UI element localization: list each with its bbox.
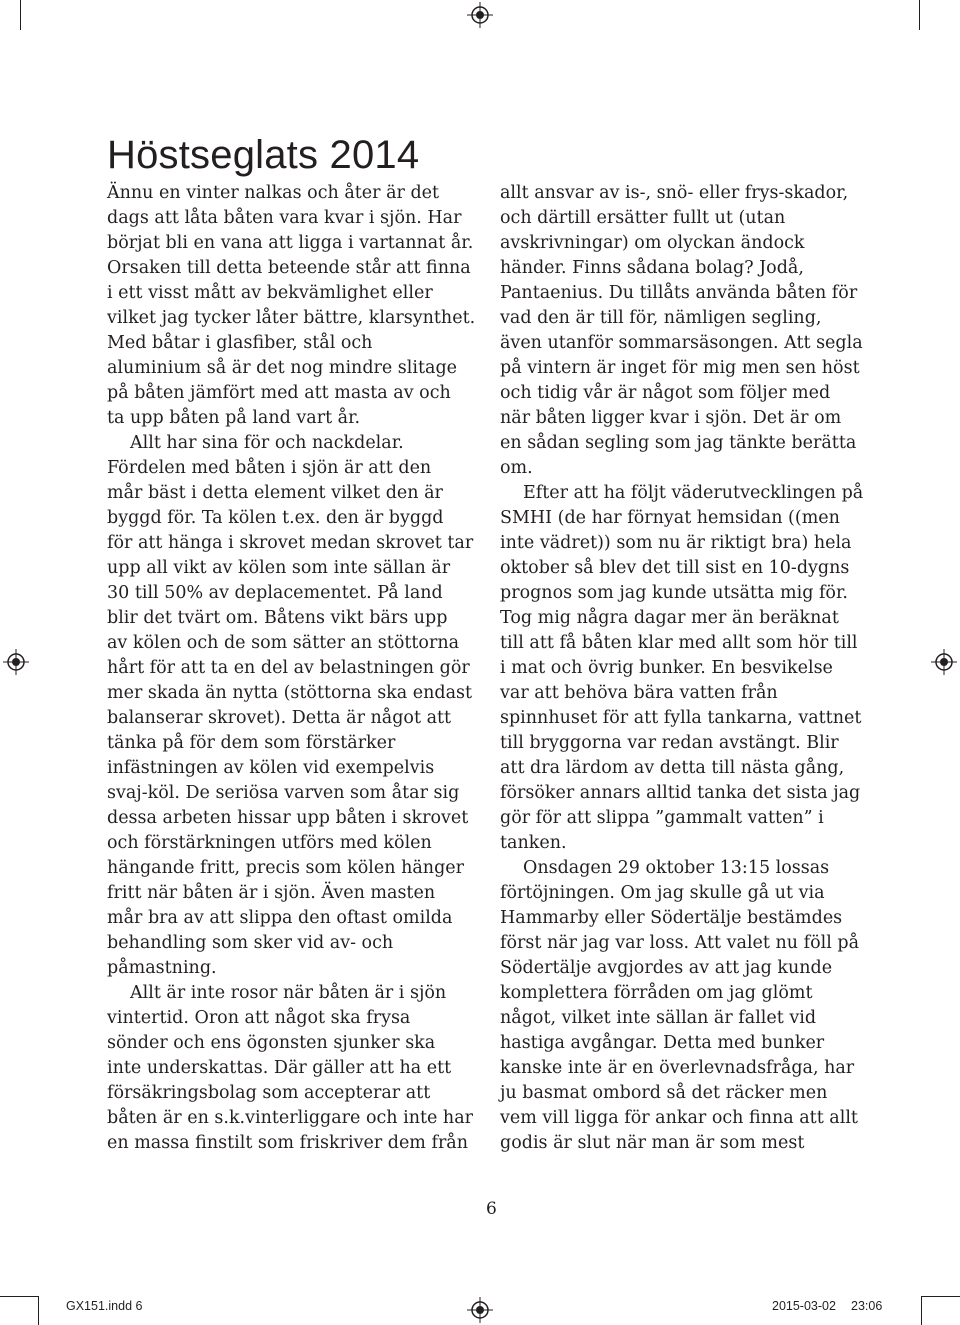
text-line: godis är slut när man är som mest bbox=[500, 1133, 805, 1153]
text-line: Allt är inte rosor när båten är i sjön bbox=[130, 983, 447, 1003]
slug-time: 23:06 bbox=[851, 1299, 883, 1313]
text-line: kanske inte är en överlevnadsfråga, har bbox=[500, 1058, 855, 1078]
text-line: Fördelen med båten i sjön är att den bbox=[107, 458, 432, 478]
text-line: balanserar skrovet). Detta är något att bbox=[107, 708, 452, 728]
text-line: var att behöva bära vatten från bbox=[500, 683, 778, 703]
text-line: hastiga avgångar. Detta med bunker bbox=[500, 1033, 825, 1053]
text-line: SMHI (de har förnyat hemsidan ((men bbox=[500, 508, 840, 528]
crop-mark-bottom-left-v bbox=[38, 1296, 39, 1325]
text-line: för att hänga i skrovet medan skrovet tar bbox=[107, 533, 474, 553]
text-line: spinnhuset för att fylla tankarna, vattnet bbox=[500, 708, 862, 728]
text-line: sönder och ens ögonsten sjunker ska bbox=[107, 1033, 436, 1053]
text-line: till att få båten klar med allt som hör till bbox=[500, 633, 858, 653]
text-line: påmastning. bbox=[107, 958, 217, 978]
text-line: Södertälje avgjordes av att jag kunde bbox=[500, 958, 833, 978]
text-line: till bryggorna var redan avstängt. Blir bbox=[500, 733, 839, 753]
text-line: Tog mig några dagar mer än beräknat bbox=[500, 608, 839, 628]
text-line: att dra lärdom av detta till nästa gång, bbox=[500, 758, 845, 778]
text-line: Onsdagen 29 oktober 13:15 lossas bbox=[523, 858, 830, 878]
text-line: förtöjningen. Om jag skulle gå ut via bbox=[500, 883, 825, 903]
text-line: tänka på för dem som förstärker bbox=[107, 733, 396, 753]
crop-mark-top-left bbox=[20, 0, 21, 30]
text-line: 30 till 50% av deplacementet. På land bbox=[107, 583, 443, 603]
registration-mark-bottom-icon bbox=[467, 1297, 493, 1323]
text-line: dessa arbeten hissar upp båten i skrovet bbox=[107, 808, 469, 828]
text-line: försäkringsbolag som accepterar att bbox=[107, 1083, 431, 1103]
slug-date: 2015-03-02 bbox=[772, 1299, 836, 1313]
text-line: vad den är till för, nämligen segling, bbox=[500, 308, 822, 328]
text-line: mer skada än nytta (stöttorna ska endast bbox=[107, 683, 473, 703]
text-line: på vintern är inget för mig men sen höst bbox=[500, 358, 860, 378]
text-line: en massa finstilt som friskriver dem från bbox=[107, 1133, 469, 1153]
crop-mark-bottom-right-h bbox=[922, 1296, 960, 1297]
text-line: först när jag var loss. Att valet nu föll på bbox=[500, 933, 860, 953]
text-line: av kölen och de som sätter an stöttorna bbox=[107, 633, 460, 653]
text-line: vintertid. Oron att något ska frysa bbox=[107, 1008, 411, 1028]
text-line: en sådan segling som jag tänkte berätta bbox=[500, 433, 857, 453]
crop-mark-bottom-right-v bbox=[921, 1296, 922, 1325]
text-line: behandling som sker vid av- och bbox=[107, 933, 394, 953]
text-line: Allt har sina för och nackdelar. bbox=[130, 433, 404, 453]
text-line: ta upp båten på land vart år. bbox=[107, 408, 361, 428]
text-line: inte vädret)) som nu är riktigt bra) hela bbox=[500, 533, 852, 553]
slug-filename: GX151.indd 6 bbox=[66, 1299, 143, 1313]
text-line: om. bbox=[500, 458, 533, 478]
text-column-left bbox=[107, 181, 475, 1156]
text-line: prognos som jag kunde utsätta mig för. bbox=[500, 583, 848, 603]
text-line: och därtill ersätter fullt ut (utan bbox=[500, 208, 786, 228]
text-line: Hammarby eller Södertälje bestämdes bbox=[500, 908, 843, 928]
text-line: mår bra av att slippa den oftast omilda bbox=[107, 908, 453, 928]
text-line: i ett visst mått av bekvämlighet eller bbox=[107, 283, 433, 303]
text-line: fritt när båten är i sjön. Även masten bbox=[107, 883, 436, 903]
text-line: byggd för. Ta kölen t.ex. den är byggd bbox=[107, 508, 444, 528]
text-line: upp all vikt av kölen som inte sällan är bbox=[107, 558, 451, 578]
text-line: infästningen av kölen vid exempelvis bbox=[107, 758, 435, 778]
text-line: komplettera förråden om jag glömt bbox=[500, 983, 813, 1003]
page-number: 6 bbox=[486, 1199, 497, 1219]
text-line: Ännu en vinter nalkas och åter är det bbox=[107, 183, 440, 203]
text-line: hängande fritt, precis som kölen hänger bbox=[107, 858, 464, 878]
crop-mark-bottom-left-h bbox=[0, 1296, 38, 1297]
text-column-right bbox=[500, 181, 863, 1156]
text-line: allt ansvar av is-, snö- eller frys-skador, bbox=[500, 183, 849, 203]
text-line: börjat bli en vana att ligga i vartannat år. bbox=[107, 233, 474, 253]
registration-mark-left-icon bbox=[3, 649, 29, 675]
text-line: gör för att slippa ”gammalt vatten” i bbox=[500, 808, 824, 828]
text-line: på båten jämfört med att masta av och bbox=[107, 383, 451, 403]
text-line: och förstärkningen utförs med kölen bbox=[107, 833, 432, 853]
text-line: oktober så blev det till sist en 10-dygns bbox=[500, 558, 850, 578]
text-line: Pantaenius. Du tillåts använda båten för bbox=[500, 283, 858, 303]
text-line: Orsaken till detta beteende står att finna bbox=[107, 258, 471, 278]
text-line: försöker annars alltid tanka det sista jag bbox=[500, 783, 861, 803]
text-line: båten är en s.k.vinterliggare och inte har bbox=[107, 1108, 474, 1128]
text-line: tanken. bbox=[500, 833, 567, 853]
text-line: vilket jag tycker låter bättre, klarsynthet. bbox=[107, 308, 476, 328]
text-line: ju basmat ombord så det räcker men bbox=[500, 1083, 828, 1103]
text-line: vem vill ligga för ankar och finna att allt bbox=[500, 1108, 858, 1128]
text-line: och tidig vår är något som följer med bbox=[500, 383, 831, 403]
text-line: aluminium så är det nog mindre slitage bbox=[107, 358, 457, 378]
text-line: inte underskattas. Där gäller att ha ett bbox=[107, 1058, 452, 1078]
text-line: även utanför sommarsäsongen. Att segla bbox=[500, 333, 863, 353]
text-line: Efter att ha följt väderutvecklingen på bbox=[523, 483, 864, 503]
registration-mark-top-icon bbox=[467, 2, 493, 28]
text-line: händer. Finns sådana bolag? Jodå, bbox=[500, 258, 804, 278]
registration-mark-right-icon bbox=[931, 649, 957, 675]
crop-mark-top-right bbox=[919, 0, 920, 30]
text-line: svaj-köl. De seriösa varven som åtar sig bbox=[107, 783, 460, 803]
text-line: något, vilket inte sällan är fallet vid bbox=[500, 1008, 817, 1028]
text-line: mår bäst i detta element vilket den är bbox=[107, 483, 443, 503]
text-line: när båten ligger kvar i sjön. Det är om bbox=[500, 408, 842, 428]
text-line: Med båtar i glasfiber, stål och bbox=[107, 333, 373, 353]
text-line: i mat och övrig bunker. En besvikelse bbox=[500, 658, 833, 678]
text-line: hårt för att ta en del av belastningen gör bbox=[107, 658, 470, 678]
text-line: blir det tvärt om. Båtens vikt bärs upp bbox=[107, 608, 448, 628]
text-line: avskrivningar) om olyckan ändock bbox=[500, 233, 805, 253]
text-line: dags att låta båten vara kvar i sjön. Har bbox=[107, 208, 462, 228]
article-title: Höstseglats 2014 bbox=[107, 132, 420, 177]
